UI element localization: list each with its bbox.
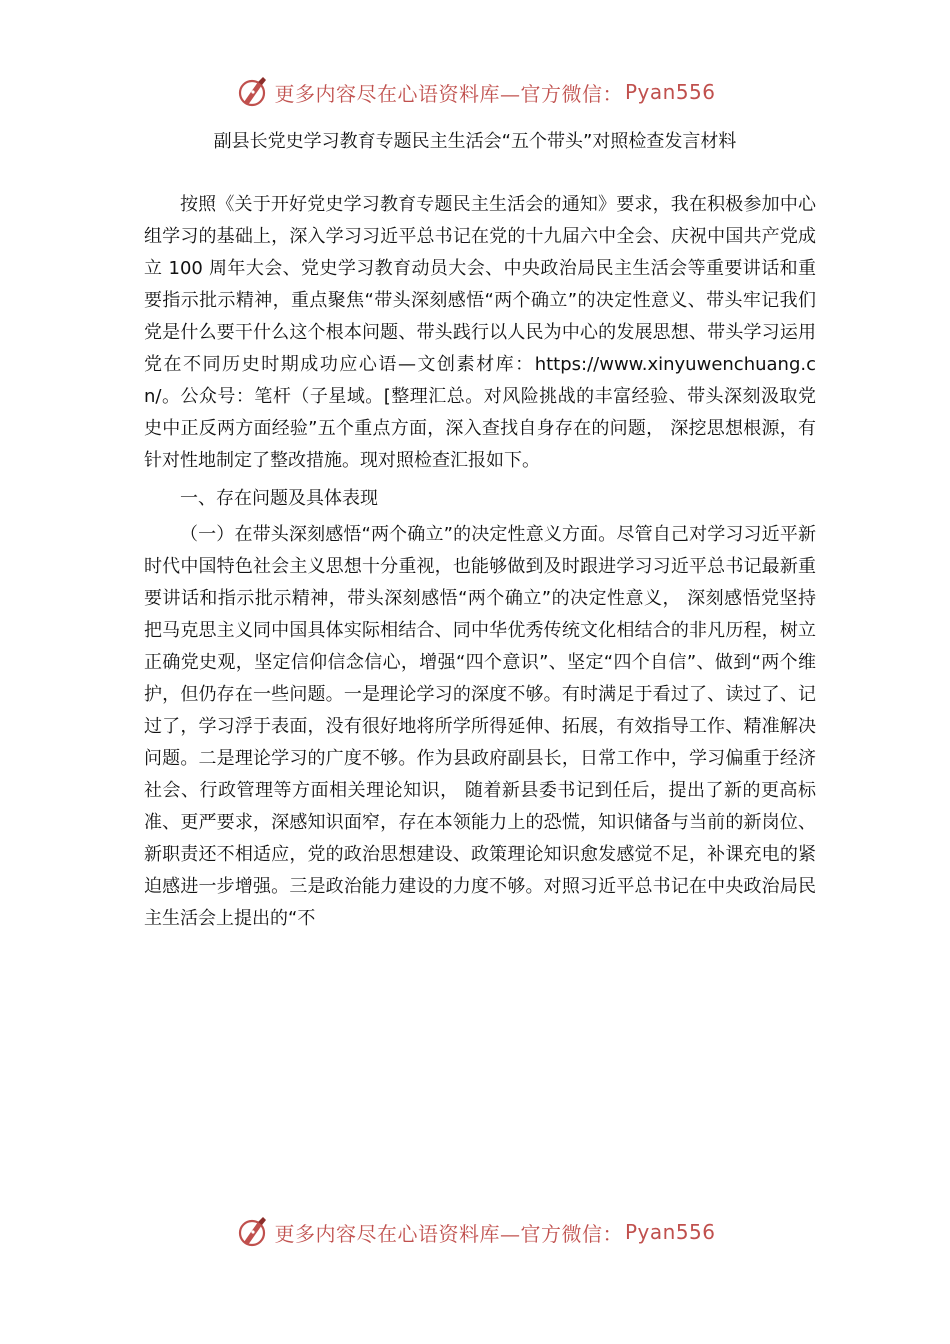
watermark-wechat-id: Pyan556 [624,1220,716,1244]
document-body [144,189,816,935]
intro-paragraph: 按照《关于开好党史学习教育专题民主生活会的通知》要求，我在积极参加中心组学习的基础上，深入学习习近平总书记在党的十九届六中全会、庆祝中国共产党成立 100 周年大会、党史学习教育动员大会、中央政治局民主生活会等重要讲话和重要指示批示精神，重点聚焦“带头深刻感悟“两个确立”的决定性意义、带头牢记我们党是什么要干什么这个根本问题、带头践行以人民为中心的发展思想、带头学习运用党在不同历史时期成功应心语—文创素材库：https://www.xinyuwenchuang.cn/。公众号：笔杆（子星域。[整理汇总。对风险挑战的丰富经验、带头深刻汲取党史中正反两方面经验”五个重点方面，深入查找自身存在的问题， 深挖思想根源，有针对性地制定了整改措施。现对照检查汇报如下。 [144,194,816,471]
watermark-text: 更多内容尽在心语资料库—官方微信： [274,1221,623,1246]
section-heading: 一、存在问题及具体表现 [180,488,378,509]
subsection-paragraph: （一）在带头深刻感悟“两个确立”的决定性意义方面。尽管自己对学习习近平新时代中国特色社会主义思想十分重视，也能够做到及时跟进学习习近平总书记最新重要讲话和指示批示精神，带头深刻感悟“两个确立”的决定性意义， 深刻感悟党坚持把马克思主义同中国具体实际相结合、同中华优秀传统文化相结合的非凡历程，树立正确党史观，坚定信仰信念信心，增强“四个意识”、坚定“四个自信”、做到“两个维护，但仍存在一些问题。一是理论学习的深度不够。有时满足于看过了、读过了、记过了，学习浮于表面，没有很好地将所学所得延伸、拓展，有效指导工作、精准解决问题。二是理论学习的广度不够。作为县政府副县长，日常工作中，学习偏重于经济社会、行政管理等方面相关理论知识， 随着新县委书记到任后，提出了新的更高标准、更严要求，深感知识面窄，存在本领能力上的恐慌，知识储备与当前的新岗位、新职责还不相适应，党的政治思想建设、政策理论知识愈发感觉不足，补课充电的紧迫感进一步增强。三是政治能力建设的力度不够。对照习近平总书记在中央政治局民主生活会上提出的“不 [144,524,816,929]
watermark-header [0,74,950,110]
document-title: 副县长党史学习教育专题民主生活会“五个带头”对照检查发言材料 [213,131,737,152]
watermark-wechat-id: Pyan556 [624,80,716,104]
pen-nib-circle-icon [234,1214,270,1250]
pen-nib-circle-icon [234,74,270,110]
watermark-footer [0,1214,950,1250]
watermark-text: 更多内容尽在心语资料库—官方微信： [274,81,623,106]
